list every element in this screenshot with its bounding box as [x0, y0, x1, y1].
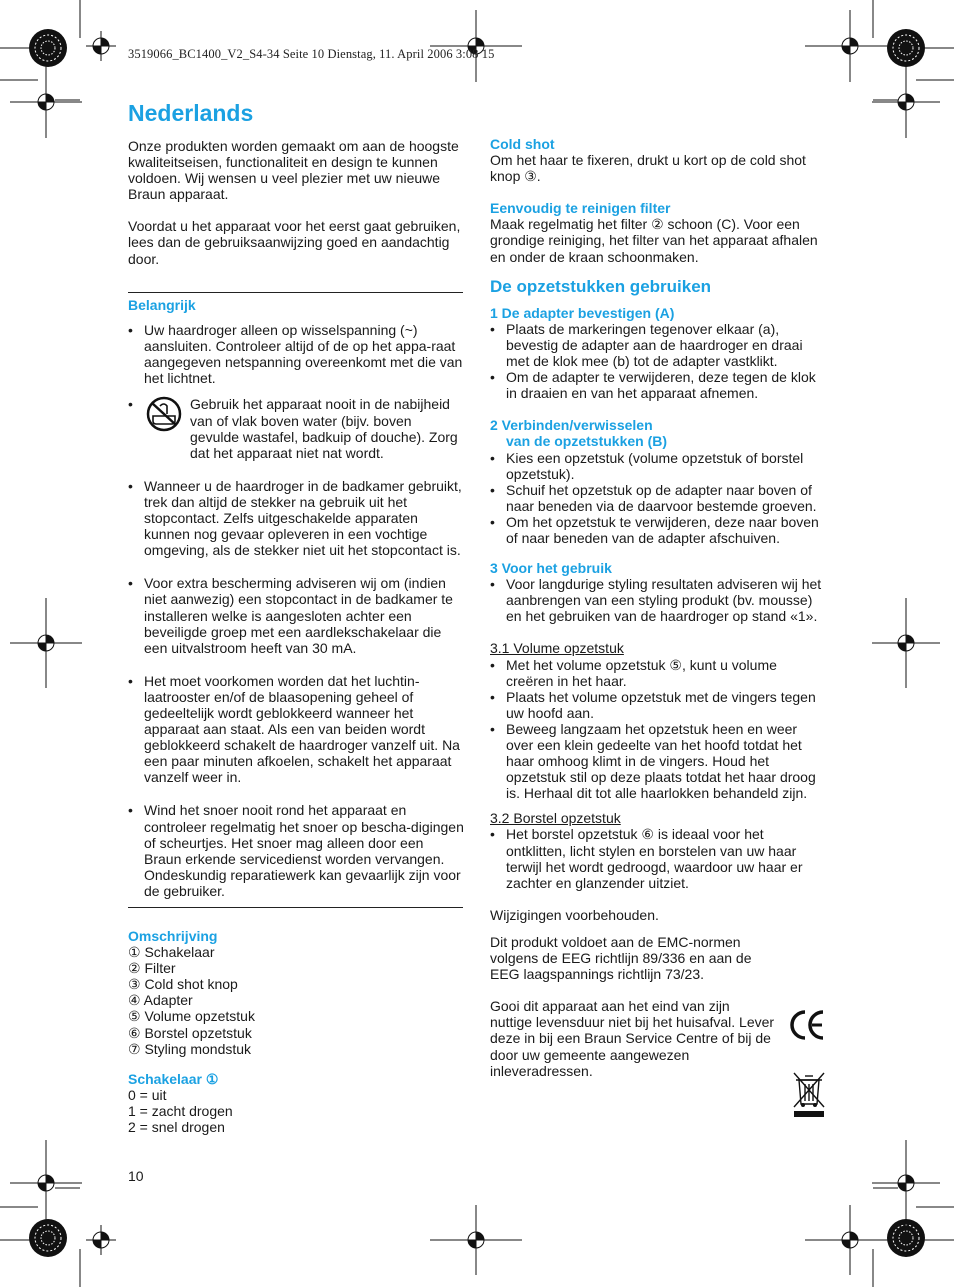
list-item: • Om de adapter te verwijderen, deze tegen de klok in draaien en van het apparaat afnemen. [490, 369, 825, 401]
description-item: ⑦ Styling mondstuk [128, 1040, 252, 1057]
subheading: 3.1 Volume opzetstuk [490, 640, 624, 657]
switch-setting: 0 = uit [128, 1086, 167, 1103]
list-item: • Met het volume opzetstuk ⑤, kunt u volume creëren in het haar. [490, 657, 825, 689]
switch-setting: 1 = zacht drogen [128, 1102, 233, 1119]
page-number: 10 [128, 1168, 144, 1184]
page-title: Nederlands [128, 100, 254, 126]
list-item: • Om het opzetstuk te verwijderen, deze naar boven of naar beneden van de adapter afschuiven. [490, 514, 825, 546]
paragraph: Om het haar te fixeren, drukt u kort op de cold shot knop ③. [490, 152, 806, 185]
ce-mark-icon [789, 1008, 827, 1047]
description-item: ④ Adapter [128, 992, 193, 1009]
description-item: ⑥ Borstel opzetstuk [128, 1024, 252, 1041]
list-item: • Het borstel opzetstuk ⑥ is ideaal voor het ontklitten, licht stylen en borstelen van uw haar terwijl het wordt gedroogd, waardoor uw haar er zachter en glanzender uitziet. [490, 826, 825, 890]
list-item: • Beweeg langzaam het opzetstuk heen en weer over een klein gedeelte van het hoofd totdat het haar omhoog klimt in de vingers. Houd het opzetstuk stil op deze plaats totdat het haar droog is. Herhaal dit tot alle haarlokken behandeld zijn. [490, 721, 825, 801]
disposal-paragraph: Gooi dit apparaat aan het eind van zijn nuttige levensduur niet bij het huisafval. Lever deze in bij een Braun Service Centre of bij de door uw gemeente aangewezen inleveradressen. [490, 998, 775, 1079]
list-item: • Voor langdurige styling resultaten adviseren wij het aanbrengen van een styling produkt (bv. mousse) en het gebruiken van de haardroger op stand «1». [490, 576, 825, 624]
paragraph: Wijzigingen voorbehouden. [490, 906, 659, 923]
description-item: ③ Cold shot knop [128, 976, 238, 993]
list-item: • Plaats de markeringen tegenover elkaar (a), bevestig de adapter aan de haardroger en draai met de klok mee (b) tot de adapter vastklikt. [490, 321, 825, 369]
divider [128, 907, 463, 908]
subheading: 3.2 Borstel opzetstuk [490, 810, 621, 827]
intro-paragraph: Onze produkten worden gemaakt om aan de hoogste kwaliteitseisen, functionaliteit en design te kunnen voldoen. Wij wensen u veel plezier met uw nieuwe Braun apparaat. [128, 138, 459, 203]
list-item-text: • Gebruik het apparaat nooit in de nabijheid van of vlak boven water (bijv. boven gevulde wastafel, badkuip of douche). Zorg dat het apparaat niet nat wordt. [190, 396, 458, 461]
list-item: • Het moet voorkomen worden dat het luchtin-laatrooster en/of de blaasopening geheel of gedeeltelijk wordt geblokkeerd wanneer het apparaat aan staat. Als een van beiden wordt geblokkeerd schakelt de haardroger vanzelf uit. Na een paar minuten afkoelen, schakelt het apparaat vanzelf weer in. [128, 673, 464, 786]
right-column [490, 136, 825, 1079]
description-item: ② Filter [128, 960, 176, 977]
divider [128, 292, 463, 293]
description-item: ① Schakelaar [128, 944, 215, 961]
section-heading: Belangrijk [128, 297, 196, 313]
no-water-icon [144, 396, 184, 435]
important-section [128, 297, 464, 899]
list-item: • Uw haardroger alleen op wisselspanning (~) aansluiten. Controleer altijd of de op het appa-raat aangegeven netspanning overeenkomt met die van het lichtnet. [128, 322, 464, 386]
list-item: • Wanneer u de haardroger in de badkamer gebruikt, trek dan altijd de stekker na gebruik uit het stopcontact. Zelfs uitgeschakelde apparaten kunnen nog gevaar opleveren in een vochtige omgeving, als de stekker niet uit het stopcontact is. [128, 478, 464, 558]
section-heading: Schakelaar ① [128, 1070, 219, 1087]
list-item: • Plaats het volume opzetstuk met de vingers tegen uw hoofd aan. [490, 689, 825, 721]
list-item: • Voor extra bescherming adviseren wij om (indien niet aanwezig) een stopcontact in de badkamer te installeren welke is aangesloten achter een beveiligde groep met een aardlekschakelaar die een uitvalstroom heeft van 30 mA. [128, 575, 464, 655]
subsection-title: De opzetstukken gebruiken [490, 276, 712, 296]
list-item: • Schuif het opzetstuk op de adapter naar boven of naar beneden via de daarvoor bestemde groeven. [490, 482, 825, 514]
step-heading: 1 De adapter bevestigen (A) [490, 304, 675, 321]
description-item: ⑤ Volume opzetstuk [128, 1008, 255, 1025]
starburst-mark [29, 29, 67, 67]
step-heading: van de opzetstukken (B) [506, 433, 668, 450]
print-header: 3519066_BC1400_V2_S4-34 Seite 10 Dienstag, 11. April 2006 3:08 15 [128, 47, 495, 61]
description-section [128, 928, 464, 1135]
emc-paragraph: Dit produkt voldoet aan de EMC-normen volgens de EEG richtlijn 89/336 en aan de EEG laagspannings richtlijn 73/23. [490, 933, 752, 983]
step-heading: 2 Verbinden/verwisselen [490, 417, 653, 434]
paragraph: Maak regelmatig het filter ② schoon (C). Voor een grondige reiniging, het filter van het apparaat afhalen en onder de kraan schoonmaken. [490, 216, 818, 265]
left-column [128, 138, 464, 267]
intro-paragraph: Voordat u het apparaat voor het eerst gaat gebruiken, lees dan de gebruiksaanwijzing goed en aandachtig door. [128, 218, 461, 267]
step-heading: 3 Voor het gebruik [490, 560, 612, 577]
section-heading: Omschrijving [128, 928, 218, 944]
section-heading: Eenvoudig te reinigen filter [490, 200, 671, 217]
list-item: • Wind het snoer nooit rond het apparaat en controleer regelmatig het snoer op bescha-digingen of scheurtjes. Het snoer mag alleen door een Braun erkende servicedienst worden vervangen. Ondeskundig reparatiewerk kan gevaarlijk zijn voor de gebruiker. [128, 802, 464, 899]
switch-setting: 2 = snel drogen [128, 1119, 225, 1136]
list-item: • Kies een opzetstuk (volume opzetstuk of borstel opzetstuk). [490, 450, 825, 482]
section-heading: Cold shot [490, 136, 555, 152]
crossed-bin-icon [791, 1070, 827, 1125]
list-item [128, 396, 464, 460]
